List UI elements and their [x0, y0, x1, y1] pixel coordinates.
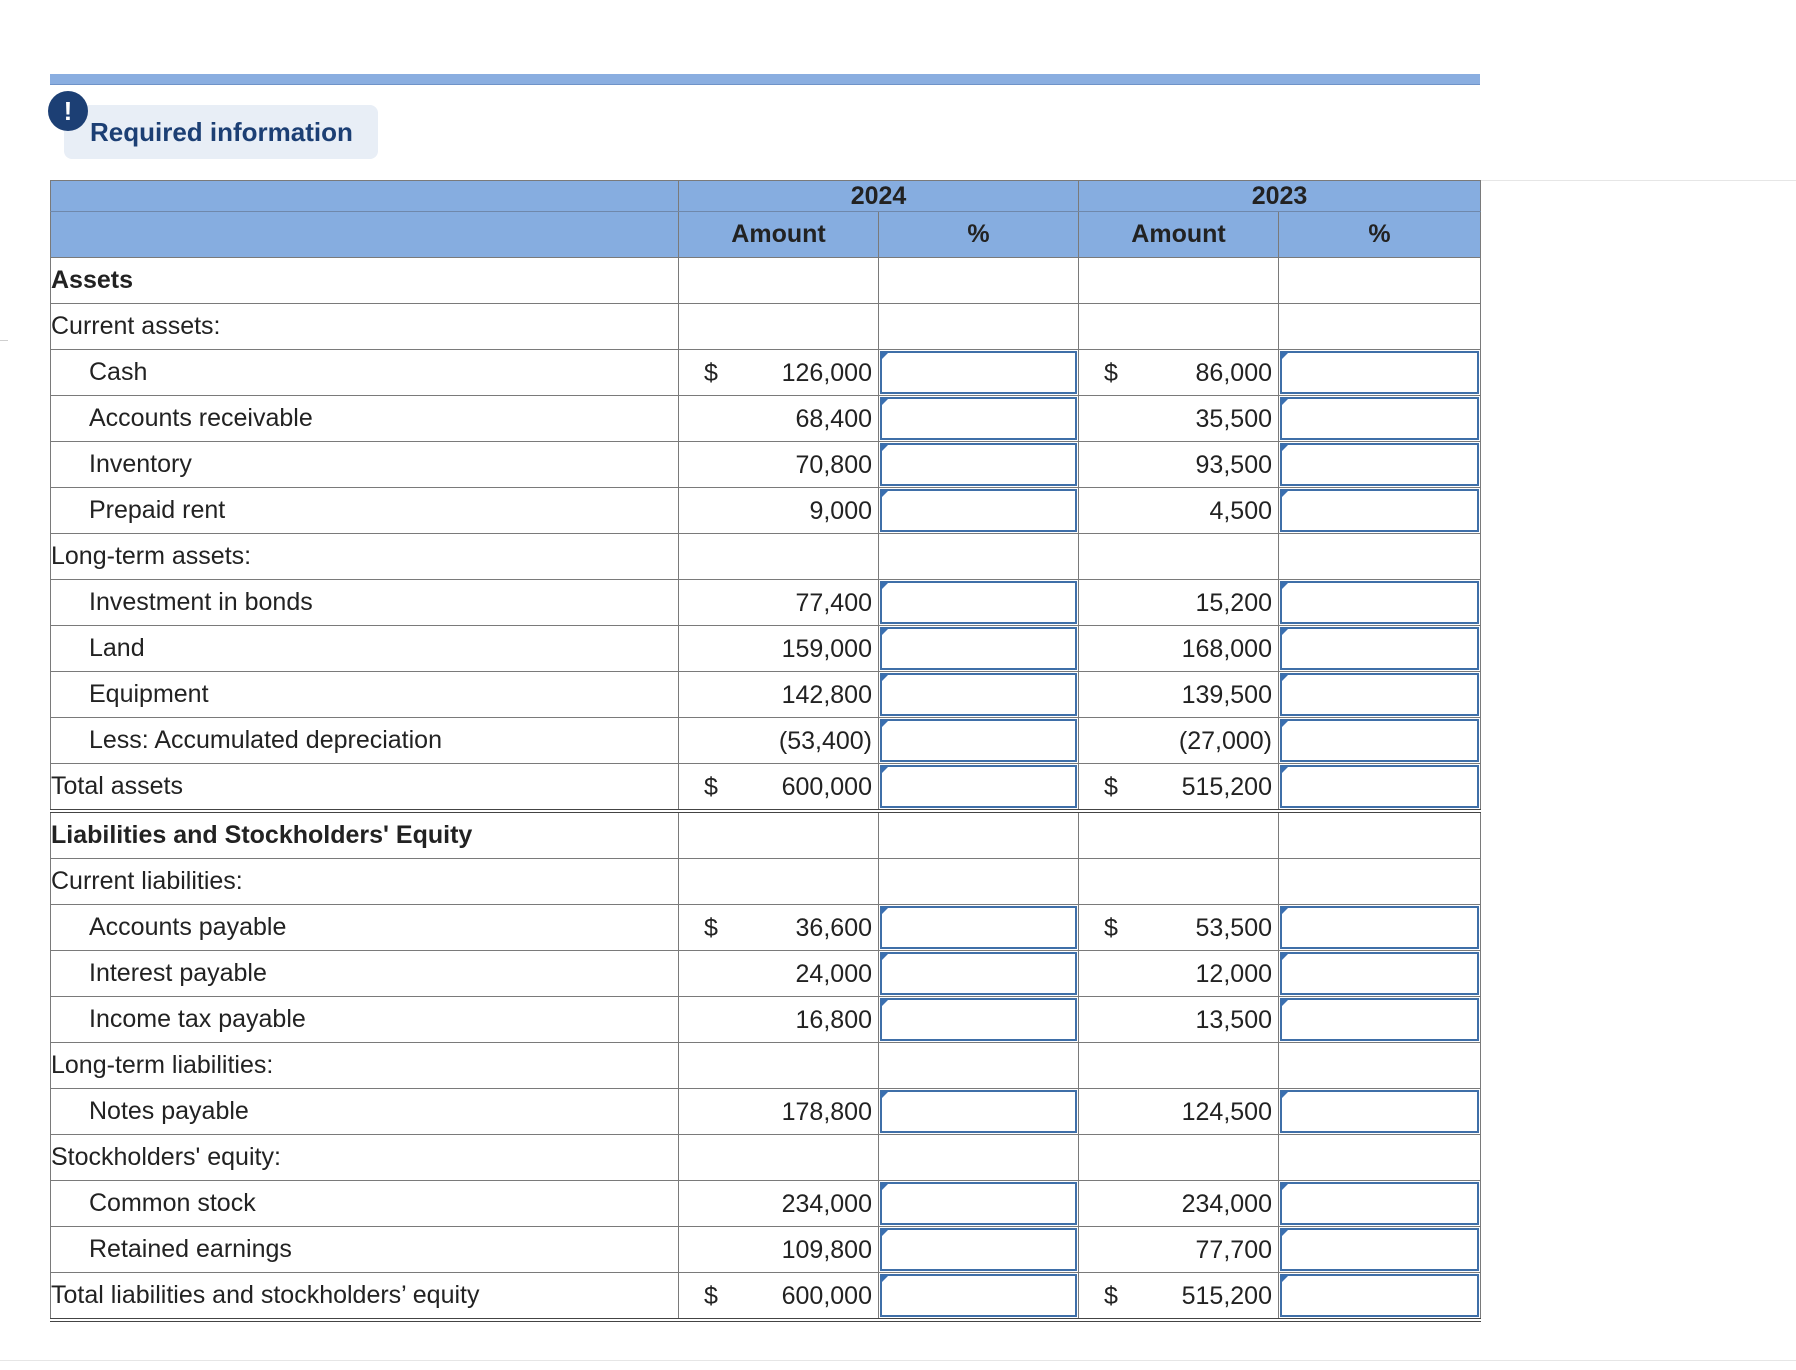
percent-input-2024[interactable]: [880, 998, 1077, 1041]
percent-cell-2024: [879, 1227, 1079, 1273]
percent-cell-2023: [1279, 580, 1481, 626]
percent-input-2024[interactable]: [880, 719, 1077, 762]
percent-input-2023[interactable]: [1280, 998, 1479, 1041]
amount-value: 9,000: [809, 497, 872, 525]
percent-cell-2024: [879, 718, 1079, 764]
table-row: [51, 304, 1481, 350]
percent-input-2023[interactable]: [1280, 1090, 1479, 1133]
amount-cell-2024: [679, 905, 879, 951]
amount-cell-2023: [1079, 534, 1279, 580]
percent-cell-2023: [1279, 534, 1481, 580]
amount-value: 77,400: [795, 589, 872, 617]
table-row: [51, 350, 1481, 396]
percent-cell-2024: [879, 859, 1079, 905]
percent-input-2023[interactable]: [1280, 765, 1479, 808]
table-row: [51, 442, 1481, 488]
table-row: [51, 672, 1481, 718]
amount-cell-2023: [1079, 997, 1279, 1043]
percent-cell-2023: [1279, 1273, 1481, 1321]
amount-value: 178,800: [781, 1098, 872, 1126]
table-row: [51, 811, 1481, 859]
amount-cell-2024: [679, 811, 879, 859]
table-row: [51, 258, 1481, 304]
row-label: Cash: [51, 350, 679, 396]
percent-input-2024[interactable]: [880, 906, 1077, 949]
currency-symbol: $: [1104, 914, 1118, 942]
header-amount-2023: Amount: [1079, 212, 1279, 258]
percent-cell-2023: [1279, 859, 1481, 905]
percent-input-2024[interactable]: [880, 952, 1077, 995]
table-row: [51, 1273, 1481, 1321]
percent-cell-2024: [879, 951, 1079, 997]
currency-symbol: $: [704, 1282, 718, 1310]
balance-sheet-table: [50, 180, 1481, 1322]
amount-value: 13,500: [1195, 1006, 1272, 1034]
percent-input-2023[interactable]: [1280, 443, 1479, 486]
percent-cell-2024: [879, 1273, 1079, 1321]
percent-cell-2023: [1279, 1043, 1481, 1089]
input-flag-icon: [881, 582, 889, 590]
percent-input-2023[interactable]: [1280, 719, 1479, 762]
percent-input-2023[interactable]: [1280, 581, 1479, 624]
input-flag-icon: [881, 1229, 889, 1237]
percent-cell-2023: [1279, 1089, 1481, 1135]
row-label: Retained earnings: [51, 1227, 679, 1273]
header-pct-2024: %: [879, 212, 1079, 258]
amount-cell-2024: [679, 1227, 879, 1273]
input-flag-icon: [1281, 999, 1289, 1007]
percent-cell-2023: [1279, 811, 1481, 859]
percent-input-2023[interactable]: [1280, 1274, 1479, 1317]
percent-cell-2023: [1279, 1135, 1481, 1181]
input-flag-icon: [1281, 628, 1289, 636]
percent-cell-2024: [879, 672, 1079, 718]
percent-cell-2023: [1279, 350, 1481, 396]
input-flag-icon: [881, 490, 889, 498]
top-banner-bar: [50, 74, 1480, 85]
currency-symbol: $: [1104, 773, 1118, 801]
divider-line: [0, 1360, 1796, 1361]
amount-cell-2023: [1079, 1135, 1279, 1181]
table-row: [51, 1089, 1481, 1135]
input-flag-icon: [881, 766, 889, 774]
percent-cell-2024: [879, 442, 1079, 488]
percent-cell-2024: [879, 764, 1079, 812]
amount-cell-2023: [1079, 626, 1279, 672]
percent-cell-2023: [1279, 488, 1481, 534]
amount-cell-2023: [1079, 764, 1279, 812]
input-flag-icon: [1281, 490, 1289, 498]
input-flag-icon: [1281, 1183, 1289, 1191]
amount-cell-2024: [679, 1273, 879, 1321]
amount-value: 234,000: [781, 1190, 872, 1218]
amount-cell-2024: [679, 718, 879, 764]
amount-cell-2024: [679, 442, 879, 488]
amount-cell-2024: [679, 304, 879, 350]
header-row-years: [51, 181, 1481, 212]
divider-line: [1480, 180, 1796, 181]
percent-cell-2024: [879, 396, 1079, 442]
amount-cell-2023: [1079, 951, 1279, 997]
header-row-columns: [51, 212, 1481, 258]
percent-cell-2024: [879, 534, 1079, 580]
amount-value: 36,600: [795, 914, 872, 942]
amount-value: 139,500: [1181, 681, 1272, 709]
amount-cell-2023: [1079, 304, 1279, 350]
required-info-label[interactable]: Required information: [90, 117, 353, 147]
table-row: [51, 905, 1481, 951]
currency-symbol: $: [1104, 359, 1118, 387]
amount-value: 124,500: [1181, 1098, 1272, 1126]
amount-value: 24,000: [795, 960, 872, 988]
row-label: Total assets: [51, 764, 679, 812]
table-row: [51, 764, 1481, 812]
amount-value: (27,000): [1178, 727, 1272, 755]
row-label: Liabilities and Stockholders' Equity: [51, 811, 679, 859]
amount-value: 12,000: [1195, 960, 1272, 988]
amount-cell-2024: [679, 672, 879, 718]
header-pct-2023: %: [1279, 212, 1481, 258]
row-label: Accounts receivable: [51, 396, 679, 442]
input-flag-icon: [881, 1275, 889, 1283]
amount-value: 16,800: [795, 1006, 872, 1034]
percent-input-2023[interactable]: [1280, 627, 1479, 670]
row-label: Total liabilities and stockholders’ equity: [51, 1273, 679, 1321]
input-flag-icon: [881, 720, 889, 728]
amount-cell-2024: [679, 1181, 879, 1227]
amount-cell-2023: [1079, 442, 1279, 488]
amount-cell-2023: [1079, 718, 1279, 764]
row-label: Common stock: [51, 1181, 679, 1227]
amount-value: 53,500: [1195, 914, 1272, 942]
percent-input-2024[interactable]: [880, 1274, 1077, 1317]
header-amount-2024: Amount: [679, 212, 879, 258]
percent-cell-2024: [879, 1135, 1079, 1181]
row-label: Income tax payable: [51, 997, 679, 1043]
amount-cell-2023: [1079, 1089, 1279, 1135]
row-label: Stockholders' equity:: [51, 1135, 679, 1181]
table-row: [51, 1181, 1481, 1227]
percent-input-2024[interactable]: [880, 443, 1077, 486]
amount-cell-2023: [1079, 905, 1279, 951]
input-flag-icon: [881, 907, 889, 915]
input-flag-icon: [881, 674, 889, 682]
amount-value: 70,800: [795, 451, 872, 479]
input-flag-icon: [1281, 352, 1289, 360]
percent-cell-2023: [1279, 442, 1481, 488]
input-flag-icon: [1281, 398, 1289, 406]
amount-cell-2023: [1079, 1043, 1279, 1089]
currency-symbol: $: [704, 359, 718, 387]
row-label: Less: Accumulated depreciation: [51, 718, 679, 764]
percent-cell-2023: [1279, 997, 1481, 1043]
currency-symbol: $: [704, 773, 718, 801]
amount-cell-2024: [679, 997, 879, 1043]
table-row: [51, 396, 1481, 442]
amount-value: 159,000: [781, 635, 872, 663]
row-label: Investment in bonds: [51, 580, 679, 626]
divider-line: [0, 340, 8, 341]
percent-cell-2024: [879, 811, 1079, 859]
percent-cell-2023: [1279, 1181, 1481, 1227]
amount-cell-2023: [1079, 488, 1279, 534]
percent-input-2024[interactable]: [880, 1090, 1077, 1133]
header-year-2023: 2023: [1079, 181, 1481, 212]
amount-cell-2024: [679, 258, 879, 304]
table-row: [51, 859, 1481, 905]
amount-cell-2024: [679, 488, 879, 534]
row-label: Prepaid rent: [51, 488, 679, 534]
amount-value: 168,000: [1181, 635, 1272, 663]
header-year-2024: 2024: [679, 181, 1079, 212]
table-row: [51, 626, 1481, 672]
row-label: Assets: [51, 258, 679, 304]
amount-value: 109,800: [781, 1236, 872, 1264]
input-flag-icon: [1281, 1275, 1289, 1283]
percent-cell-2024: [879, 997, 1079, 1043]
table-row: [51, 580, 1481, 626]
percent-cell-2023: [1279, 764, 1481, 812]
percent-cell-2024: [879, 626, 1079, 672]
amount-cell-2023: [1079, 258, 1279, 304]
amount-cell-2023: [1079, 396, 1279, 442]
input-flag-icon: [881, 444, 889, 452]
percent-cell-2023: [1279, 718, 1481, 764]
amount-value: (53,400): [778, 727, 872, 755]
amount-cell-2024: [679, 534, 879, 580]
percent-cell-2024: [879, 905, 1079, 951]
percent-cell-2023: [1279, 626, 1481, 672]
amount-cell-2024: [679, 1043, 879, 1089]
row-label: Current assets:: [51, 304, 679, 350]
percent-cell-2024: [879, 258, 1079, 304]
input-flag-icon: [881, 352, 889, 360]
row-label: Long-term liabilities:: [51, 1043, 679, 1089]
amount-cell-2024: [679, 1135, 879, 1181]
input-flag-icon: [881, 953, 889, 961]
amount-cell-2023: [1079, 672, 1279, 718]
percent-cell-2023: [1279, 396, 1481, 442]
input-flag-icon: [1281, 1091, 1289, 1099]
percent-cell-2024: [879, 1181, 1079, 1227]
row-label: Long-term assets:: [51, 534, 679, 580]
percent-input-2024[interactable]: [880, 489, 1077, 532]
row-label: Interest payable: [51, 951, 679, 997]
amount-cell-2024: [679, 580, 879, 626]
amount-value: 4,500: [1209, 497, 1272, 525]
input-flag-icon: [1281, 720, 1289, 728]
header-blank-cell: [51, 212, 679, 258]
percent-input-2024[interactable]: [880, 397, 1077, 440]
amount-cell-2023: [1079, 811, 1279, 859]
row-label: Land: [51, 626, 679, 672]
row-label: Inventory: [51, 442, 679, 488]
percent-cell-2024: [879, 488, 1079, 534]
input-flag-icon: [1281, 582, 1289, 590]
percent-input-2023[interactable]: [1280, 952, 1479, 995]
amount-value: 77,700: [1195, 1236, 1272, 1264]
amount-value: 126,000: [781, 359, 872, 387]
amount-cell-2024: [679, 396, 879, 442]
percent-input-2023[interactable]: [1280, 906, 1479, 949]
amount-value: 600,000: [781, 773, 872, 801]
percent-cell-2024: [879, 1043, 1079, 1089]
percent-cell-2024: [879, 304, 1079, 350]
amount-cell-2024: [679, 626, 879, 672]
amount-cell-2024: [679, 350, 879, 396]
table-row: [51, 534, 1481, 580]
table-row: [51, 1135, 1481, 1181]
percent-input-2023[interactable]: [1280, 489, 1479, 532]
amount-value: 234,000: [1181, 1190, 1272, 1218]
input-flag-icon: [1281, 766, 1289, 774]
percent-cell-2023: [1279, 951, 1481, 997]
row-label: Current liabilities:: [51, 859, 679, 905]
percent-cell-2024: [879, 350, 1079, 396]
percent-input-2024[interactable]: [880, 627, 1077, 670]
input-flag-icon: [881, 628, 889, 636]
amount-cell-2023: [1079, 580, 1279, 626]
input-flag-icon: [1281, 674, 1289, 682]
percent-cell-2023: [1279, 672, 1481, 718]
input-flag-icon: [1281, 907, 1289, 915]
amount-cell-2024: [679, 764, 879, 812]
amount-value: 93,500: [1195, 451, 1272, 479]
amount-cell-2024: [679, 1089, 879, 1135]
input-flag-icon: [881, 1183, 889, 1191]
currency-symbol: $: [704, 914, 718, 942]
currency-symbol: $: [1104, 1282, 1118, 1310]
amount-value: 15,200: [1195, 589, 1272, 617]
percent-input-2023[interactable]: [1280, 1228, 1479, 1271]
percent-cell-2024: [879, 1089, 1079, 1135]
amount-cell-2023: [1079, 350, 1279, 396]
percent-cell-2023: [1279, 1227, 1481, 1273]
percent-input-2023[interactable]: [1280, 1182, 1479, 1225]
amount-value: 142,800: [781, 681, 872, 709]
exclamation-icon: !: [48, 91, 88, 131]
row-label: Equipment: [51, 672, 679, 718]
input-flag-icon: [881, 999, 889, 1007]
amount-value: 86,000: [1195, 359, 1272, 387]
amount-cell-2023: [1079, 1227, 1279, 1273]
input-flag-icon: [1281, 444, 1289, 452]
row-label: Notes payable: [51, 1089, 679, 1135]
percent-input-2023[interactable]: [1280, 673, 1479, 716]
table-row: [51, 488, 1481, 534]
percent-cell-2023: [1279, 304, 1481, 350]
amount-value: 35,500: [1195, 405, 1272, 433]
table-row: [51, 997, 1481, 1043]
table-row: [51, 718, 1481, 764]
amount-cell-2024: [679, 951, 879, 997]
table-row: [51, 1043, 1481, 1089]
amount-value: 68,400: [795, 405, 872, 433]
percent-cell-2023: [1279, 905, 1481, 951]
percent-input-2023[interactable]: [1280, 351, 1479, 394]
amount-value: 515,200: [1181, 1282, 1272, 1310]
amount-cell-2023: [1079, 1181, 1279, 1227]
percent-input-2023[interactable]: [1280, 397, 1479, 440]
percent-input-2024[interactable]: [880, 581, 1077, 624]
amount-cell-2023: [1079, 859, 1279, 905]
percent-cell-2024: [879, 580, 1079, 626]
amount-cell-2023: [1079, 1273, 1279, 1321]
row-label: Accounts payable: [51, 905, 679, 951]
table-row: [51, 951, 1481, 997]
input-flag-icon: [1281, 1229, 1289, 1237]
table-row: [51, 1227, 1481, 1273]
percent-input-2024[interactable]: [880, 351, 1077, 394]
amount-value: 515,200: [1181, 773, 1272, 801]
amount-value: 600,000: [781, 1282, 872, 1310]
input-flag-icon: [881, 1091, 889, 1099]
percent-input-2024[interactable]: [880, 1228, 1077, 1271]
percent-input-2024[interactable]: [880, 765, 1077, 808]
percent-cell-2023: [1279, 258, 1481, 304]
input-flag-icon: [1281, 953, 1289, 961]
percent-input-2024[interactable]: [880, 1182, 1077, 1225]
header-blank-cell: [51, 181, 679, 212]
percent-input-2024[interactable]: [880, 673, 1077, 716]
amount-cell-2024: [679, 859, 879, 905]
input-flag-icon: [881, 398, 889, 406]
